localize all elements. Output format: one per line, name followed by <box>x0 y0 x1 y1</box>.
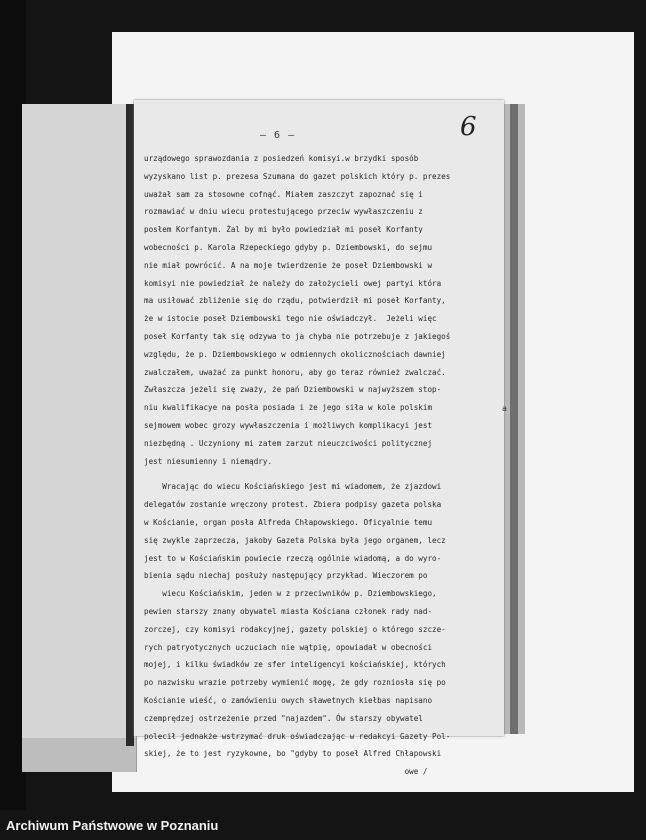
archive-footer-bar <box>0 810 646 840</box>
text-line: wiecu Kościańskim, jeden w z przeciwników p. Dziembowskiego, <box>144 589 437 599</box>
text-line: po nazwisku wrazie potrzeby wymienić mogę, że gdy rozniosła się po <box>144 678 446 688</box>
left-page-edge <box>22 104 137 772</box>
text-line: delegatów zostanie wręczony protest. Zbiera podpisy gazeta polska <box>144 500 442 510</box>
archive-footer-label: Archiwum Państwowe w Poznaniu <box>6 818 219 833</box>
text-line: urządowego sprawozdania z posiedzeń komisyi.w brzydki sposób <box>144 154 419 163</box>
text-line: czemprędzej ostrzeżenie przed "najazdem". Ów starszy obywatel <box>144 713 423 723</box>
text-line: uważał sam za stosowne cofnąć. Miałem zaszczyt zapoznać się i <box>144 189 423 199</box>
text-line: rych patryotycznych uczuciach nie wątpię, opowiadał w obecności <box>144 642 433 652</box>
text-line: niu kwalifikacye na posła posiada i że jego siła w kole polskim <box>144 403 433 413</box>
left-page-bottom-band <box>22 738 136 772</box>
text-line: jest to w Kościańskim powiecie rzeczą ogólnie wiadomą, a do wyro- <box>144 553 442 563</box>
text-line <box>144 470 499 478</box>
text-line: w Kościanie, organ posła Alfreda Chłapowskiego. Oficyalnie temu <box>144 517 433 527</box>
margin-mark: a <box>502 404 507 413</box>
text-line: jest niesumienny i niemądry. <box>144 456 273 466</box>
text-line: Kościanie wieść, o zamówieniu owych sławetnych kiełbas napisano <box>144 695 433 705</box>
page-number-header: – 6 – <box>260 130 296 141</box>
document-text-body <box>144 150 499 781</box>
text-line: polecił jednakże wstrzymać druk oświadczając w redakcyi Gazety Pol- <box>144 731 451 741</box>
typewritten-page <box>134 100 504 777</box>
text-line: zorczej, czy komisyi rodakcyjnej, gazety polskiej o którego szcze- <box>144 624 446 634</box>
text-line: bienia sądu niechaj posłuży następujący przykład. Wieczorem po <box>144 571 428 581</box>
text-line: zwalczałem, uważać za punkt honoru, aby go teraz również zwalczać. <box>144 367 446 377</box>
text-line: wobecności p. Karola Rzepeckiego gdyby p. Dziembowski, do sejmu <box>144 242 433 252</box>
text-line: mojej, i kilku świadków ze sfer inteligencyi kościańskiej, których <box>144 660 446 670</box>
text-line: posłem Korfantym. Żal by mi było powiedział mi poseł Korfanty <box>144 225 423 235</box>
text-line: wyzyskano list p. prezesa Szumana do gazet polskich który p. prezes <box>144 171 451 181</box>
text-line: rozmawiać w dniu wiecu protestującego przeciw wywłaszczeniu z <box>144 207 423 217</box>
text-line: pewien starszy znany obywatel miasta Kościana członek rady nad- <box>144 606 433 616</box>
text-line: że w istocie poseł Dziembowski tego nie oświadczył. Jeżeli więc <box>144 314 437 324</box>
text-line: niezbędną . Uczyniony mi zatem zarzut nieuczciwości politycznej <box>144 438 433 448</box>
text-line: skiej, że to jest ryzykowne, bo "gdyby to poseł Alfred Chłapowski <box>144 749 442 759</box>
text-line: Zwłaszcza jeżeli się zważy, że pań Dziembowski w najwyższem stop- <box>144 385 442 395</box>
text-line: owe / <box>144 767 428 777</box>
text-line: Wracając do wiecu Kościańskiego jest mi wiadomem, że zjazdowi <box>144 482 442 492</box>
text-line: poseł Korfanty tak się odzywa to ja chyba nie potrzebuje z jakiegoś <box>144 331 451 341</box>
handwritten-folio-number: 6 <box>460 112 477 142</box>
right-page-edge-shadow <box>510 104 518 734</box>
text-line: komisyi nie powiedział że należy do założycieli owej partyi która <box>144 278 442 288</box>
text-line: ma usiłować zbliżenie się do rządu, potwierdził mi poseł Korfanty, <box>144 296 446 306</box>
text-line: względu, że p. Dziembowskiego w odmiennych okolicznościach dawniej <box>144 349 446 359</box>
text-line: sejmowem wobec grozy wywłaszczenia i możliwych komplikacyi jest <box>144 420 433 430</box>
text-line: się zwykle zaprzecza, jakoby Gazeta Polska była jego organem, lecz <box>144 535 446 545</box>
text-line: nie miał powrócić. A na moje twierdzenie że poseł Dziembowski w <box>144 260 433 270</box>
binding-strip <box>126 104 134 746</box>
